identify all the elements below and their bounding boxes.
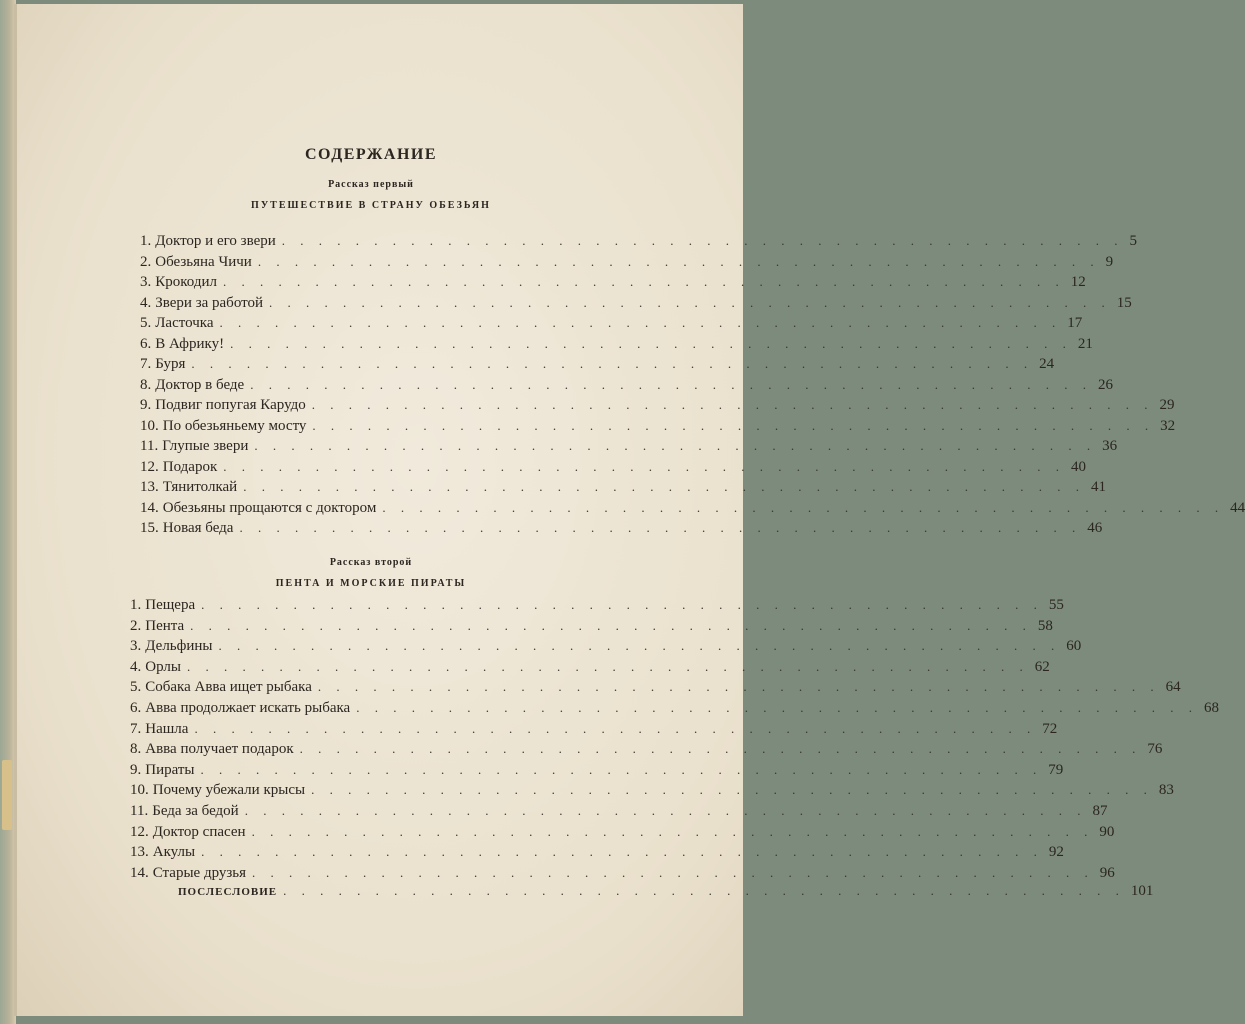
entry-title: Беда за бедой — [152, 803, 239, 819]
entry-title: Собака Авва ищет рыбака — [145, 679, 312, 696]
entry-title: Орлы — [145, 658, 181, 675]
binding-tape — [2, 760, 12, 830]
entry-number: 14. — [140, 499, 159, 516]
toc-entry — [140, 436, 1118, 456]
toc-entry-epilogue — [178, 881, 1154, 901]
entry-title: Подвиг попугая Карудо — [155, 397, 306, 413]
dot-leader: . . . . . . . . . . . . . . . . . . . . . . . . . . . . . . . . . . . . . . . . . . . . . . — [191, 356, 1034, 371]
epilogue-page: 101 — [1130, 883, 1154, 899]
entry-number: 1. — [140, 233, 152, 249]
dot-leader: . . . . . . . . . . . . . . . . . . . . . . . . . . . . . . . . . . . . . . . . . . . . . . — [269, 294, 1111, 310]
part2-label: Рассказ второй — [329, 557, 413, 568]
toc-entry — [140, 477, 1106, 497]
entry-number: 4. — [130, 658, 142, 675]
entry-title: Акулы — [152, 844, 196, 861]
entry-number: 13. — [130, 844, 149, 861]
entry-title: Дельфины — [145, 638, 213, 655]
entry-page-number: 92 — [1048, 844, 1064, 861]
dot-leader: . . . . . . . . . . . . . . . . . . . . . . . . . . . . . . . . . . . . . . . . . . . . . . — [311, 397, 1154, 412]
entry-title: Обезьяны прощаются с доктором — [162, 499, 377, 516]
entry-page-number: 68 — [1203, 700, 1219, 716]
entry-page-number: 36 — [1102, 438, 1118, 454]
dot-leader: . . . . . . . . . . . . . . . . . . . . . . . . . . . . . . . . . . . . . . . . . . . . . . — [218, 638, 1061, 654]
entry-page-number: 44 — [1230, 499, 1245, 516]
dot-leader: . . . . . . . . . . . . . . . . . . . . . . . . . . . . . . . . . . . . . . . . . . . . . . — [200, 761, 1043, 777]
toc-entry — [130, 863, 1115, 883]
entry-page-number: 90 — [1099, 823, 1115, 840]
toc-entry — [130, 698, 1219, 718]
toc-entry — [130, 677, 1181, 697]
toc-entry — [140, 518, 1103, 538]
entry-title: Доктор спасен — [152, 823, 246, 840]
entry-title: Крокодил — [155, 274, 217, 290]
entry-page-number: 32 — [1160, 417, 1176, 434]
entry-title: Ласточка — [155, 315, 214, 331]
dot-leader: . . . . . . . . . . . . . . . . . . . . . . . . . . . . . . . . . . . . . . . . . . . . . . — [257, 253, 1100, 269]
toc-entry — [140, 416, 1176, 436]
toc-entry — [140, 395, 1175, 415]
entry-title: Нашла — [145, 720, 189, 737]
entry-page-number: 24 — [1039, 356, 1055, 372]
entry-number: 4. — [140, 294, 152, 311]
entry-title: Пещера — [145, 597, 196, 613]
dot-leader: . . . . . . . . . . . . . . . . . . . . . . . . . . . . . . . . . . . . . . . . . . . . . . — [281, 233, 1124, 248]
entry-title: Глупые звери — [162, 438, 249, 454]
part1-title: ПУТЕШЕСТВИЕ В СТРАНУ ОБЕЗЬЯН — [251, 200, 491, 211]
entry-title: Обезьяна Чичи — [155, 253, 252, 270]
toc-entry — [140, 334, 1093, 354]
toc-entry — [140, 498, 1245, 518]
entry-number: 5. — [130, 679, 142, 696]
entry-title: Пента — [145, 617, 185, 634]
entry-page-number: 55 — [1048, 597, 1064, 613]
entry-title: Почему убежали крысы — [152, 782, 306, 799]
entry-title: Авва продолжает искать рыбака — [145, 700, 351, 716]
entry-page-number: 12 — [1070, 274, 1086, 290]
entry-number: 10. — [140, 417, 159, 434]
entry-number: 12. — [140, 458, 159, 475]
part2-title: ПЕНТА И МОРСКИЕ ПИРАТЫ — [275, 578, 467, 589]
entry-title: Доктор и его звери — [155, 233, 276, 249]
entry-page-number: 96 — [1099, 864, 1115, 881]
dot-leader: . . . . . . . . . . . . . . . . . . . . . . . . . . . . . . . . . . . . . . . . . . . . . . — [356, 700, 1198, 715]
entry-page-number: 9 — [1105, 253, 1114, 270]
entry-number: 9. — [140, 397, 152, 413]
entry-number: 8. — [130, 741, 142, 758]
entry-number: 12. — [130, 823, 149, 840]
dot-leader: . . . . . . . . . . . . . . . . . . . . . . . . . . . . . . . . . . . . . . . . . . . . . . — [243, 479, 1085, 494]
dot-leader: . . . . . . . . . . . . . . . . . . . . . . . . . . . . . . . . . . . . . . . . . . . . . . — [244, 803, 1087, 818]
entry-title: Новая беда — [162, 520, 234, 536]
entry-title: Тянитолкай — [162, 479, 238, 495]
toc-entry — [130, 842, 1064, 862]
toc-entry — [140, 293, 1132, 313]
entry-title: В Африку! — [155, 335, 225, 352]
dot-leader: . . . . . . . . . . . . . . . . . . . . . . . . . . . . . . . . . . . . . . . . . . . . . . — [194, 720, 1037, 736]
dot-leader: . . . . . . . . . . . . . . . . . . . . . . . . . . . . . . . . . . . . . . . . . . . . . . — [250, 376, 1092, 392]
entry-page-number: 62 — [1034, 658, 1050, 675]
entry-title: Звери за работой — [155, 294, 264, 311]
entry-number: 9. — [130, 761, 142, 778]
entry-page-number: 87 — [1092, 803, 1108, 819]
dot-leader: . . . . . . . . . . . . . . . . . . . . . . . . . . . . . . . . . . . . . . . . . . . . . . — [254, 438, 1097, 453]
toc-entry — [130, 636, 1082, 656]
toc-entry — [130, 719, 1058, 739]
entry-title: Подарок — [162, 458, 218, 475]
entry-page-number: 41 — [1090, 479, 1106, 495]
entry-number: 13. — [140, 479, 159, 495]
entry-number: 3. — [140, 274, 152, 290]
entry-number: 1. — [130, 597, 142, 613]
dot-leader: . . . . . . . . . . . . . . . . . . . . . . . . . . . . . . . . . . . . . . . . . . . . . . — [201, 844, 1043, 860]
dot-leader: . . . . . . . . . . . . . . . . . . . . . . . . . . . . . . . . . . . . . . . . . . . . . . — [201, 597, 1043, 612]
entry-page-number: 40 — [1070, 458, 1086, 475]
entry-number: 2. — [130, 617, 142, 634]
dot-leader: . . . . . . . . . . . . . . . . . . . . . . . . . . . . . . . . . . . . . . . . . . . . . . — [311, 782, 1153, 798]
entry-number: 11. — [130, 803, 149, 819]
entry-title: Старые друзья — [152, 864, 247, 881]
part1-label: Рассказ первый — [328, 179, 414, 190]
entry-page-number: 26 — [1097, 376, 1113, 393]
dot-leader: . . . . . . . . . . . . . . . . . . . . . . . . . . . . . . . . . . . . . . . . . . . . . . — [223, 274, 1065, 289]
entry-number: 14. — [130, 864, 149, 881]
entry-page-number: 21 — [1077, 335, 1093, 352]
toc-entry — [140, 354, 1055, 374]
dot-leader: . . . . . . . . . . . . . . . . . . . . . . . . . . . . . . . . . . . . . . . . . . . . . . — [299, 741, 1142, 757]
entry-number: 6. — [130, 700, 142, 716]
toc-entry — [140, 252, 1114, 272]
toc-entry — [130, 739, 1163, 759]
toc-entry — [140, 231, 1137, 251]
entry-title: Авва получает подарок — [145, 741, 294, 758]
entry-number: 11. — [140, 438, 159, 454]
toc-entry — [130, 595, 1064, 615]
toc-entry — [130, 657, 1050, 677]
entry-number: 5. — [140, 315, 152, 331]
entry-page-number: 17 — [1067, 315, 1083, 331]
toc-entry — [140, 272, 1086, 292]
toc-entry — [130, 780, 1174, 800]
toc-entry — [130, 801, 1108, 821]
toc-entry — [130, 616, 1053, 636]
entry-title: Пираты — [145, 761, 195, 778]
dot-leader: . . . . . . . . . . . . . . . . . . . . . . . . . . . . . . . . . . . . . . . . . . . . . . — [251, 823, 1094, 839]
entry-page-number: 83 — [1158, 782, 1174, 799]
dot-leader: . . . . . . . . . . . . . . . . . . . . . . . . . . . . . . . . . . . . . . . . . . . . . . — [190, 617, 1032, 633]
entry-page-number: 72 — [1042, 720, 1058, 737]
dot-leader: . . . . . . . . . . . . . . . . . . . . . . . . . . . . . . . . . . . . . . . . . . . . . . — [252, 864, 1094, 880]
entry-number: 6. — [140, 335, 152, 352]
dot-leader: . . . . . . . . . . . . . . . . . . . . . . . . . . . . . . . . . . . . . . . . . . . . . . — [186, 658, 1029, 674]
toc-title: СОДЕРЖАНИЕ — [304, 146, 438, 163]
toc-entry — [140, 375, 1113, 395]
entry-number: 2. — [140, 253, 152, 270]
entry-title: Буря — [155, 356, 186, 372]
dot-leader: . . . . . . . . . . . . . . . . . . . . . . . . . . . . . . . . . . . . . . . . . . . . . . — [312, 417, 1155, 433]
dot-leader: . . . . . . . . . . . . . . . . . . . . . . . . . . . . . . . . . . . . . . . . . . . . . . — [239, 520, 1082, 535]
entry-title: По обезьяньему мосту — [162, 417, 307, 434]
toc-entry — [140, 457, 1086, 477]
entry-page-number: 60 — [1066, 638, 1082, 655]
entry-page-number: 29 — [1159, 397, 1175, 413]
epilogue-title: ПОСЛЕСЛОВИЕ — [178, 886, 278, 898]
dot-leader: . . . . . . . . . . . . . . . . . . . . . . . . . . . . . . . . . . . . . . . . . . . . . . — [223, 458, 1065, 474]
dot-leader: . . . . . . . . . . . . . . . . . . . . . . . . . . . . . . . . . . . . . . . . . . . . . . — [219, 315, 1062, 330]
entry-page-number: 76 — [1147, 741, 1163, 758]
dot-leader: . . . . . . . . . . . . . . . . . . . . . . . . . . . . . . . . . . . . . . . . . . . . . . — [283, 883, 1125, 898]
entry-page-number: 79 — [1048, 761, 1064, 778]
entry-number: 7. — [130, 720, 142, 737]
entry-number: 3. — [130, 638, 142, 655]
dot-leader: . . . . . . . . . . . . . . . . . . . . . . . . . . . . . . . . . . . . . . . . . . . . . . — [230, 335, 1072, 351]
toc-entry — [130, 822, 1115, 842]
dot-leader: . . . . . . . . . . . . . . . . . . . . . . . . . . . . . . . . . . . . . . . . . . . . . . — [317, 679, 1160, 695]
entry-page-number: 5 — [1129, 233, 1137, 249]
toc-entry — [130, 760, 1064, 780]
toc-entry — [140, 313, 1083, 333]
entry-page-number: 64 — [1165, 679, 1181, 696]
dot-leader: . . . . . . . . . . . . . . . . . . . . . . . . . . . . . . . . . . . . . . . . . . . . . . — [382, 499, 1225, 515]
entry-page-number: 58 — [1037, 617, 1053, 634]
entry-number: 8. — [140, 376, 152, 393]
entry-page-number: 15 — [1116, 294, 1132, 311]
entry-title: Доктор в беде — [155, 376, 245, 393]
entry-number: 15. — [140, 520, 159, 536]
entry-number: 7. — [140, 356, 152, 372]
entry-page-number: 46 — [1087, 520, 1103, 536]
entry-number: 10. — [130, 782, 149, 799]
